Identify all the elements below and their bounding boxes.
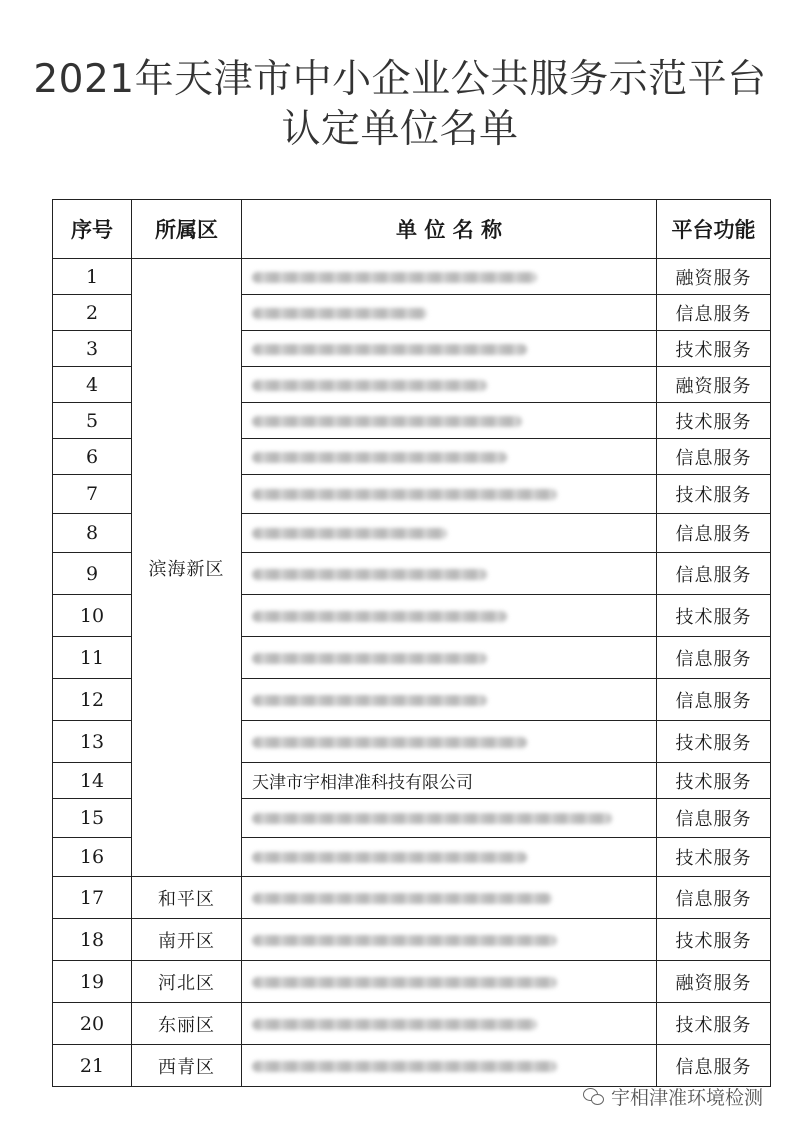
row-district: 滨海新区 — [132, 259, 242, 877]
row-unit-name — [242, 877, 657, 919]
wechat-icon — [583, 1088, 605, 1106]
redacted-text — [252, 569, 487, 580]
row-index: 13 — [53, 721, 132, 763]
redacted-text — [252, 416, 522, 427]
row-platform-function: 技术服务 — [657, 403, 771, 439]
row-unit-name — [242, 679, 657, 721]
row-district: 南开区 — [132, 919, 242, 961]
header-platform-function: 平台功能 — [657, 200, 771, 259]
row-platform-function: 信息服务 — [657, 799, 771, 838]
row-district: 东丽区 — [132, 1003, 242, 1045]
row-index: 15 — [53, 799, 132, 838]
document-title-line1: 2021年天津市中小企业公共服务示范平台 — [33, 57, 767, 102]
document-title-line2: 认定单位名单 — [281, 107, 519, 152]
row-district: 和平区 — [132, 877, 242, 919]
row-platform-function: 技术服务 — [657, 331, 771, 367]
redacted-text — [252, 695, 487, 706]
redacted-text — [252, 653, 487, 664]
certified-units-table — [52, 199, 771, 1087]
redacted-text — [252, 611, 507, 622]
row-index: 7 — [53, 475, 132, 514]
row-platform-function: 技术服务 — [657, 721, 771, 763]
row-unit-name — [242, 961, 657, 1003]
row-index: 21 — [53, 1045, 132, 1087]
row-index: 19 — [53, 961, 132, 1003]
row-index: 3 — [53, 331, 132, 367]
row-unit-name — [242, 799, 657, 838]
watermark — [583, 1083, 763, 1110]
row-unit-name — [242, 1045, 657, 1087]
row-unit-name — [242, 1003, 657, 1045]
row-platform-function: 信息服务 — [657, 553, 771, 595]
row-index: 17 — [53, 877, 132, 919]
row-index: 1 — [53, 259, 132, 295]
row-unit-name: 天津市宇相津准科技有限公司 — [242, 763, 657, 799]
row-unit-name — [242, 259, 657, 295]
redacted-text — [252, 489, 557, 500]
row-platform-function: 信息服务 — [657, 679, 771, 721]
row-platform-function: 信息服务 — [657, 637, 771, 679]
redacted-text — [252, 813, 612, 824]
row-unit-name — [242, 514, 657, 553]
row-index: 11 — [53, 637, 132, 679]
table-row — [53, 259, 771, 295]
row-district: 河北区 — [132, 961, 242, 1003]
redacted-text — [252, 452, 507, 463]
row-unit-name — [242, 553, 657, 595]
redacted-text — [252, 977, 557, 988]
row-index: 4 — [53, 367, 132, 403]
row-unit-name — [242, 367, 657, 403]
row-unit-name — [242, 439, 657, 475]
row-unit-name — [242, 295, 657, 331]
row-index: 14 — [53, 763, 132, 799]
row-platform-function: 融资服务 — [657, 961, 771, 1003]
redacted-text — [252, 852, 527, 863]
header-index: 序号 — [53, 200, 132, 259]
row-platform-function: 技术服务 — [657, 763, 771, 799]
row-index: 5 — [53, 403, 132, 439]
table-row — [53, 961, 771, 1003]
row-unit-name — [242, 475, 657, 514]
table-row — [53, 1045, 771, 1087]
table-row — [53, 919, 771, 961]
redacted-text — [252, 893, 552, 904]
redacted-text — [252, 1019, 537, 1030]
redacted-text — [252, 308, 427, 319]
row-platform-function: 信息服务 — [657, 514, 771, 553]
row-index: 8 — [53, 514, 132, 553]
redacted-text — [252, 344, 527, 355]
redacted-text — [252, 935, 557, 946]
row-unit-name — [242, 721, 657, 763]
row-unit-name — [242, 331, 657, 367]
row-district: 西青区 — [132, 1045, 242, 1087]
header-district: 所属区 — [132, 200, 242, 259]
row-index: 20 — [53, 1003, 132, 1045]
row-unit-name — [242, 838, 657, 877]
redacted-text — [252, 380, 487, 391]
row-index: 12 — [53, 679, 132, 721]
row-index: 6 — [53, 439, 132, 475]
header-unit-name: 单 位 名 称 — [242, 200, 657, 259]
row-platform-function: 信息服务 — [657, 877, 771, 919]
row-platform-function: 技术服务 — [657, 1003, 771, 1045]
row-platform-function: 技术服务 — [657, 919, 771, 961]
row-index: 16 — [53, 838, 132, 877]
table-header-row — [53, 200, 771, 259]
row-platform-function: 技术服务 — [657, 595, 771, 637]
row-unit-name — [242, 637, 657, 679]
row-index: 2 — [53, 295, 132, 331]
row-platform-function: 融资服务 — [657, 367, 771, 403]
row-platform-function: 融资服务 — [657, 259, 771, 295]
row-index: 10 — [53, 595, 132, 637]
row-platform-function: 信息服务 — [657, 439, 771, 475]
row-unit-name — [242, 919, 657, 961]
redacted-text — [252, 737, 527, 748]
row-unit-name — [242, 595, 657, 637]
row-platform-function: 技术服务 — [657, 475, 771, 514]
table-row — [53, 877, 771, 919]
row-platform-function: 信息服务 — [657, 1045, 771, 1087]
row-platform-function: 技术服务 — [657, 838, 771, 877]
redacted-text — [252, 528, 447, 539]
row-index: 9 — [53, 553, 132, 595]
row-unit-name — [242, 403, 657, 439]
table-row — [53, 1003, 771, 1045]
redacted-text — [252, 1061, 557, 1072]
watermark-text: 宇相津准环境检测 — [611, 1087, 764, 1109]
redacted-text — [252, 272, 537, 283]
row-platform-function: 信息服务 — [657, 295, 771, 331]
row-index: 18 — [53, 919, 132, 961]
